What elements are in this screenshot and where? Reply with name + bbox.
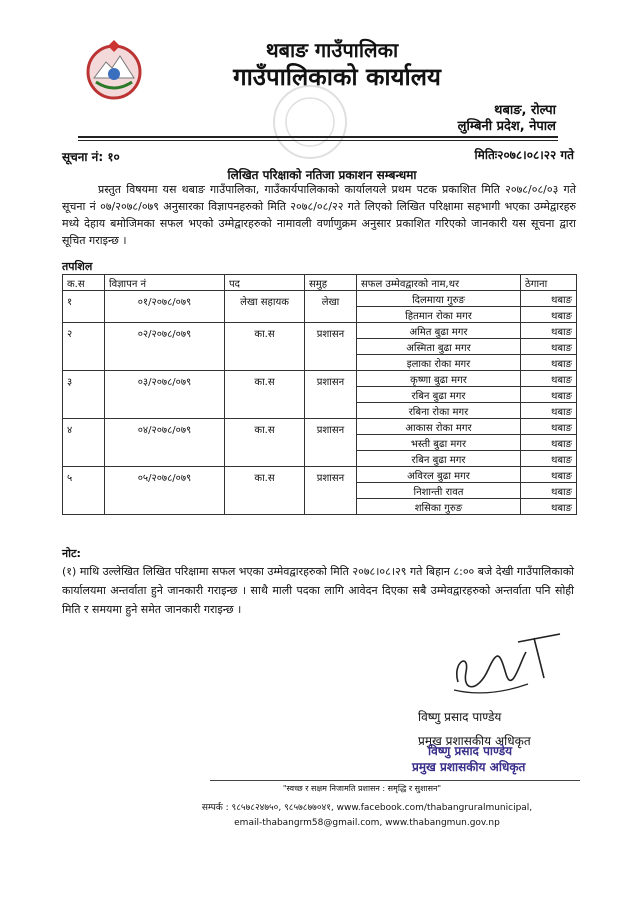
cell-group: प्रशासन (305, 323, 357, 371)
org-name-line1: थबाङ गाउँपालिका (265, 38, 399, 62)
cell-candidate-address: थबाङ (521, 355, 577, 371)
reference-number: सूचना नं: १० (62, 150, 120, 164)
header-divider-thin (78, 140, 558, 141)
cell-candidate-name: अविरल बुढा मगर (357, 467, 521, 483)
cell-candidate-name: शसिका गुरुङ (357, 499, 521, 515)
cell-candidate-address: थबाङ (521, 371, 577, 387)
cell-candidate-name: कृष्णा बुढा मगर (357, 371, 521, 387)
note-heading: नोट: (62, 547, 81, 560)
cell-candidate-name: आकास रोका मगर (357, 419, 521, 435)
header-post: पद (225, 275, 305, 291)
cell-ad-no: ०४/२०७८/०७९ (105, 419, 225, 467)
cell-candidate-address: थबाङ (521, 339, 577, 355)
cell-ad-no: ०५/२०७८/०७९ (105, 467, 225, 515)
cell-candidate-address: थबाङ (521, 483, 577, 499)
note-text: (१) माथि उल्लेखित लिखित परिक्षामा सफल भएका उम्मेवद्वारहरुको मिति २०७८।०८।२९ गते बिहान ८:०० बजे देखी गाउँपालिकाको कार्यालयमा अन्तर्वाता हुने जानकारी गराइन्छ । साथै माली पदका लागि आवेदन दिएका सबै उम्मेवद्वारहरुको अन्तर्वाता पनि सोही मिति र समयमा हुने समेत जानकारी गराइन्छ । (62, 565, 574, 616)
table-row (63, 467, 577, 483)
cell-sn: ५ (63, 467, 105, 515)
body-paragraph: प्रस्तुत विषयमा यस थबाङ गाउँपालिका, गाउँकार्यपालिकाको कार्यालयले प्रथम पटक प्रकाशित मिति २०७८/०८/०३ गते सूचना नं ०७/२०७८/०७९ अनुसारका विज्ञापनहरुको मिति २०७८/०८/२२ गते लिएको लिखित परिक्षामा सहभागी भएका उम्मेद्वारहरु मध्ये देहाय बमोजिमका सफल भएको उम्मेद्वारहरुको नामावली वर्णाणुक्रम अनुसार प्रकाशित गरिएको जानकारी यस सूचना द्वारा सूचित गराइन्छ । (62, 183, 576, 247)
table-row (63, 291, 577, 307)
cell-candidate-address: थबाङ (521, 291, 577, 307)
cell-sn: ४ (63, 419, 105, 467)
footer-contact: सम्पर्क : ९८५७८२४७५०, ९८५७८७७०४१, www.facebook.com/thabangruralmunicipal, (201, 803, 533, 813)
header-name: सफल उम्मेवद्वारको नाम,थर (357, 275, 521, 291)
cell-candidate-name: हितमान रोका मगर (357, 307, 521, 323)
cell-candidate-address: थबाङ (521, 435, 577, 451)
subject-line: लिखित परिक्षाको नतिजा प्रकाशन सम्बन्धमा (227, 168, 417, 182)
cell-candidate-address: थबाङ (521, 307, 577, 323)
table-row (63, 419, 577, 435)
cell-post: का.स (225, 467, 305, 515)
address-line2: लुम्बिनी प्रदेश, नेपाल (457, 119, 556, 134)
cell-candidate-name: निशान्ती रावत (357, 483, 521, 499)
details-heading: तपशिल (62, 260, 93, 273)
cell-group: प्रशासन (305, 419, 357, 467)
signature-icon (448, 632, 568, 698)
cell-candidate-address: थबाङ (521, 499, 577, 515)
footer-divider (210, 780, 580, 781)
cell-candidate-name: दिलमाया गुरुङ (357, 291, 521, 307)
cell-post: का.स (225, 371, 305, 419)
cell-candidate-name: रबिना रोका मगर (357, 403, 521, 419)
results-table (62, 274, 577, 515)
watermark-seal-icon (270, 82, 350, 162)
cell-candidate-name: भस्ती बुढा मगर (357, 435, 521, 451)
signatory-name: विष्णु प्रसाद पाण्डेय (418, 710, 502, 724)
footer-motto: "स्वच्छ र सक्षम निजामति प्रशासन : समृद्धि र सुशासन" (282, 784, 442, 793)
cell-group: लेखा (305, 291, 357, 323)
cell-post: का.स (225, 419, 305, 467)
header-sn: क.स (63, 275, 105, 291)
cell-candidate-name: रबिन बुढा मगर (357, 451, 521, 467)
table-row (63, 371, 577, 387)
cell-ad-no: ०१/२०७८/०७९ (105, 291, 225, 323)
cell-candidate-name: इलाका रोका मगर (357, 355, 521, 371)
address-line1: थबाङ, रोल्पा (494, 103, 556, 118)
table-row (63, 323, 577, 339)
header-divider (78, 136, 558, 138)
cell-candidate-name: अमित बुढा मगर (357, 323, 521, 339)
cell-sn: २ (63, 323, 105, 371)
cell-group: प्रशासन (305, 371, 357, 419)
stamp-title: प्रमुख प्रशासकीय अधिकृत (412, 760, 526, 774)
cell-candidate-address: थबाङ (521, 323, 577, 339)
stamp-name: विष्णु प्रसाद पाण्डेय (428, 744, 513, 758)
cell-candidate-name: रबिन बुढा मगर (357, 387, 521, 403)
cell-sn: ३ (63, 371, 105, 419)
cell-candidate-address: थबाङ (521, 419, 577, 435)
header-ad-no: विज्ञापन नं (105, 275, 225, 291)
cell-ad-no: ०२/२०७८/०७९ (105, 323, 225, 371)
notice-date: मितिः२०७८।०८।२२ गते (474, 148, 574, 162)
org-name-line2: गाउँपालिकाको कार्यालय (233, 63, 441, 91)
table-header-row (63, 275, 577, 291)
cell-candidate-address: थबाङ (521, 451, 577, 467)
header-group: समुह (305, 275, 357, 291)
cell-post: लेखा सहायक (225, 291, 305, 323)
footer-email: email-thabangrm58@gmail.com, www.thabangmun.gov.np (234, 818, 500, 828)
cell-post: का.स (225, 323, 305, 371)
signatory-title: प्रमुख प्रशासकीय अधिकृत (418, 734, 531, 748)
cell-candidate-address: थबाङ (521, 467, 577, 483)
cell-candidate-name: अस्मिता बुढा मगर (357, 339, 521, 355)
cell-sn: १ (63, 291, 105, 323)
cell-candidate-address: थबाङ (521, 403, 577, 419)
cell-candidate-address: थबाङ (521, 387, 577, 403)
cell-group: प्रशासन (305, 467, 357, 515)
cell-ad-no: ०३/२०७८/०७९ (105, 371, 225, 419)
header-address: ठेगाना (521, 275, 577, 291)
